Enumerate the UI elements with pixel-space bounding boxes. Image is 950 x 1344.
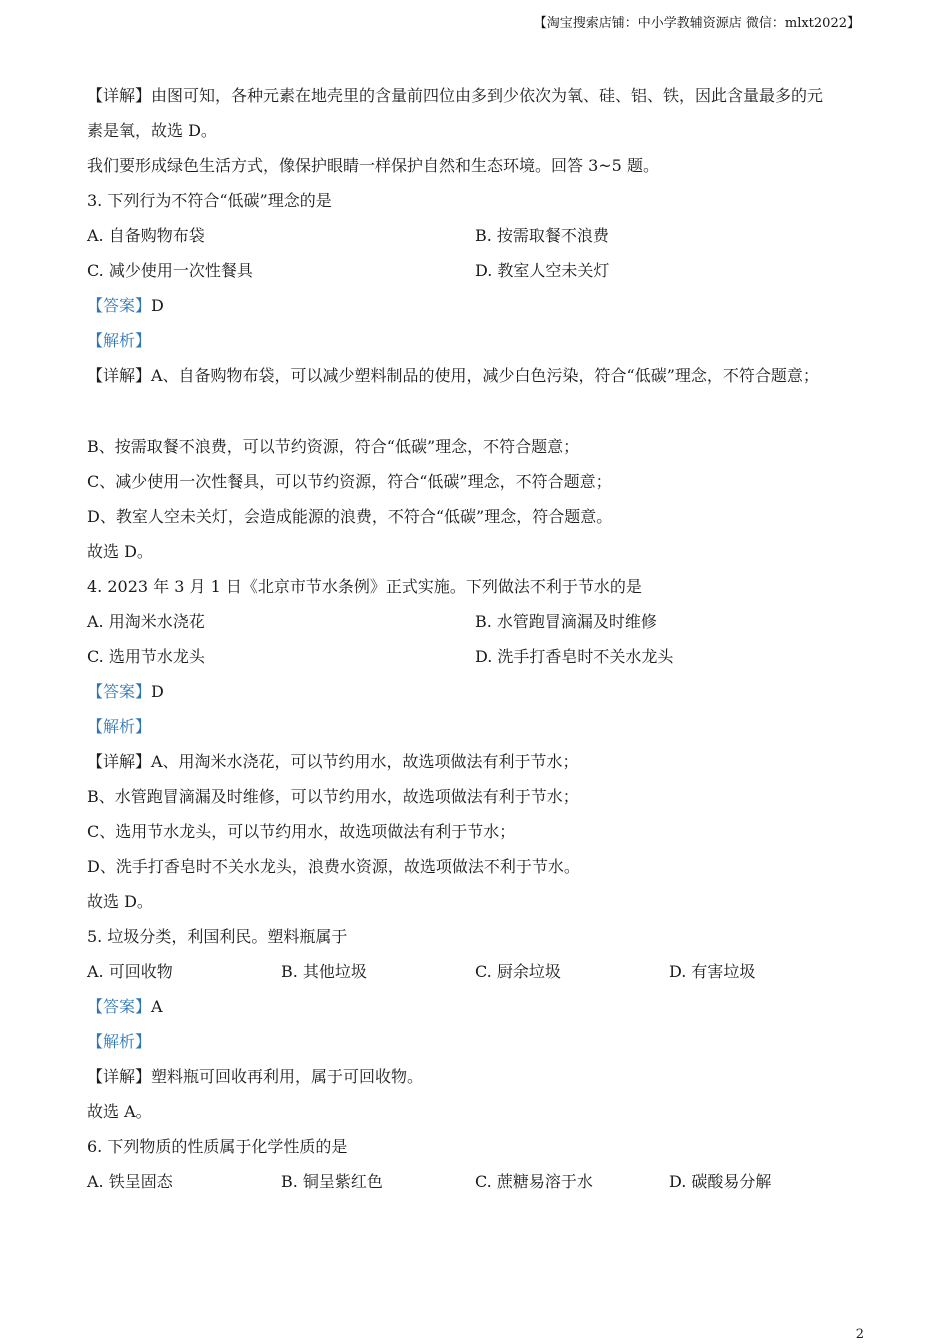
q5-conclusion: 故选 A。 [87,1102,152,1121]
q4-stem: 4. 2023 年 3 月 1 日《北京市节水条例》正式实施。下列做法不利于节水的是 [87,577,642,596]
q4-option-b: B. 水管跑冒滴漏及时维修 [475,612,657,631]
q4-option-a: A. 用淘米水浇花 [87,612,205,631]
document-body [87,78,867,1199]
q3-option-b: B. 按需取餐不浪费 [475,226,609,245]
q4-options-row1 [87,604,867,639]
answer-label: 【答案】 [87,296,152,315]
q5-option-c: C. 厨余垃圾 [475,962,561,981]
section-intro: 我们要形成绿色生活方式，像保护眼睛一样保护自然和生态环境。回答 3~5 题。 [87,156,659,175]
page-header: 【淘宝搜索店铺：中小学教辅资源店 微信：mlxt2022】 [533,16,860,31]
q5-answer [87,989,867,1024]
spacer [87,393,867,429]
answer-label: 【答案】 [87,682,152,701]
q6-option-b: B. 铜呈紫红色 [281,1172,383,1191]
q4-detail-c: C、选用节水龙头，可以节约用水，故选项做法有利于节水； [87,822,516,841]
q3-conclusion: 故选 D。 [87,542,153,561]
answer-label: 【答案】 [87,997,152,1016]
q5-analysis-label: 【解析】 [87,1032,152,1051]
q3-option-d: D. 教室人空未关灯 [475,261,610,280]
q3-options-row2 [87,253,867,288]
q6-options-row [87,1164,867,1199]
q3-option-a: A. 自备购物布袋 [87,226,205,245]
q6-option-c: C. 蔗糖易溶于水 [475,1172,593,1191]
q2-detail-line1: 【详解】由图可知，各种元素在地壳里的含量前四位由多到少依次为氧、硅、铝、铁，因此含量最多的元 [87,86,824,105]
q4-detail-a: 【详解】A、用淘米水浇花，可以节约用水，故选项做法有利于节水； [87,752,579,771]
q6-option-a: A. 铁呈固态 [87,1172,173,1191]
q5-option-a: A. 可回收物 [87,962,173,981]
q3-option-c: C. 减少使用一次性餐具 [87,261,253,280]
q3-options-row1 [87,218,867,253]
q4-detail-b: B、水管跑冒滴漏及时维修，可以节约用水，故选项做法有利于节水； [87,787,579,806]
q6-stem: 6. 下列物质的性质属于化学性质的是 [87,1137,348,1156]
q5-stem: 5. 垃圾分类，利国利民。塑料瓶属于 [87,927,348,946]
q4-option-d: D. 洗手打香皂时不关水龙头 [475,647,674,666]
q5-options-row [87,954,867,989]
q4-analysis-label: 【解析】 [87,717,152,736]
q3-detail-a: 【详解】A、自备购物布袋，可以减少塑料制品的使用，减少白色污染，符合“低碳”理念，不符合题意； [87,366,819,385]
q3-stem: 3. 下列行为不符合“低碳”理念的是 [87,191,332,210]
q3-answer [87,288,867,323]
q5-option-b: B. 其他垃圾 [281,962,367,981]
q4-answer [87,674,867,709]
answer-value: D [151,682,164,701]
page-number: 2 [855,1327,864,1342]
q5-option-d: D. 有害垃圾 [669,962,756,981]
q5-detail: 【详解】塑料瓶可回收再利用，属于可回收物。 [87,1067,424,1086]
q2-detail-line2: 素是氧，故选 D。 [87,121,217,140]
answer-value: A [151,997,163,1016]
q3-detail-d: D、教室人空未关灯，会造成能源的浪费，不符合“低碳”理念，符合题意。 [87,507,613,526]
answer-value: D [151,296,164,315]
q4-detail-d: D、洗手打香皂时不关水龙头，浪费水资源，故选项做法不利于节水。 [87,857,580,876]
q3-analysis-label: 【解析】 [87,331,152,350]
q4-options-row2 [87,639,867,674]
q4-option-c: C. 选用节水龙头 [87,647,205,666]
q3-detail-c: C、减少使用一次性餐具，可以节约资源，符合“低碳”理念，不符合题意； [87,472,612,491]
q6-option-d: D. 碳酸易分解 [669,1172,772,1191]
q4-conclusion: 故选 D。 [87,892,153,911]
q3-detail-b: B、按需取餐不浪费，可以节约资源，符合“低碳”理念，不符合题意； [87,437,580,456]
